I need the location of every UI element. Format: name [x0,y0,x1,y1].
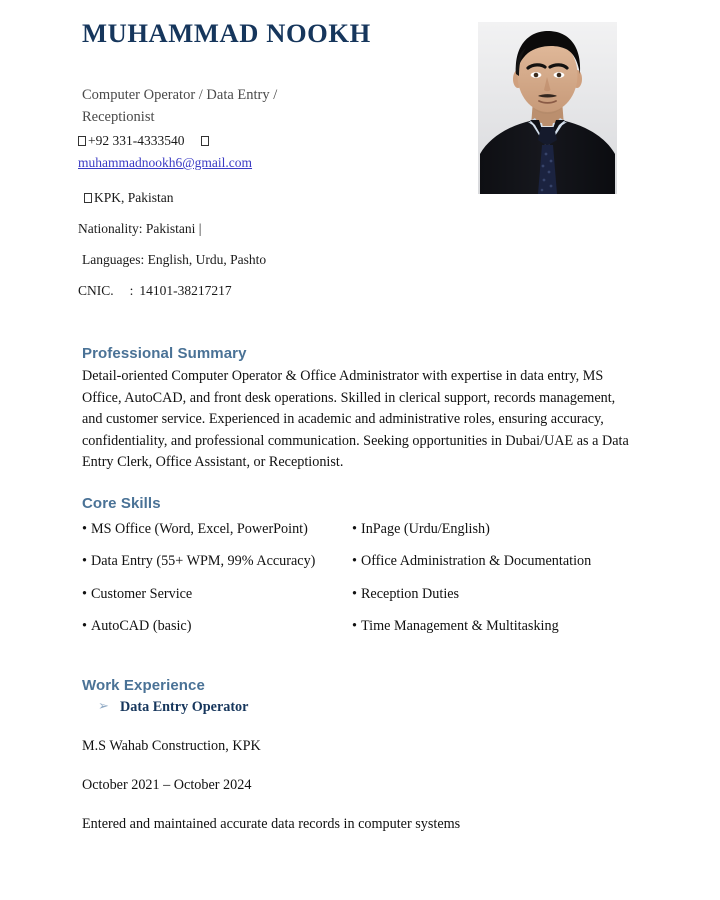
list-item [82,585,352,603]
bullet-icon: • [352,585,357,602]
bullet-icon: • [352,553,357,570]
work-job-title: Data Entry Operator [120,699,249,715]
bullet-icon: • [352,521,357,537]
profile-photo-graphic [478,22,617,194]
cnic-value: 14101-38217217 [139,283,232,298]
skill-label: InPage (Urdu/English) [360,521,490,537]
list-item [82,520,352,538]
skill-label: Customer Service [90,585,193,602]
resume-header [0,0,720,298]
contact-email-line [78,153,252,173]
arrow-bullet-icon: ➢ [98,699,109,714]
skills-heading: Core Skills [82,495,161,512]
phone-number: +92 331-4333540 [88,133,185,148]
bullet-icon: • [352,618,357,635]
summary-heading: Professional Summary [82,345,247,362]
cnic-label: CNIC. [78,283,114,298]
summary-body: Detail-oriented Computer Operator & Office Administrator with expertise in data entry, MS Office, AutoCAD, and front desk operations. Skilled in clerical support, records management, and customer service. Experienced in academic and administrative roles, ensuring accuracy, confidentiality, and professional communication. Seeking opportunities in Dubai/UAE as a Data Entry Clerk, Office Assistant, or Receptionist. [82,368,629,471]
contact-phone-line [78,131,211,151]
work-heading: Work Experience [82,677,205,694]
skill-label: MS Office (Word, Excel, PowerPoint) [90,521,308,537]
section-core-skills [82,495,634,636]
cnic-line [78,281,232,301]
skill-label: Data Entry (55+ WPM, 99% Accuracy) [90,553,316,570]
skill-label: Office Administration & Documentation [360,553,592,570]
work-dates: October 2021 – October 2024 [82,777,252,793]
section-work-experience [82,677,634,833]
skill-label: Time Management & Multitasking [360,618,559,635]
list-item [82,552,352,570]
list-item [352,585,634,603]
skill-label: Reception Duties [360,585,460,602]
bullet-icon: • [82,618,87,635]
nationality-line: Nationality: Pakistani | [78,221,202,236]
bullet-icon: • [82,521,87,537]
skill-label: AutoCAD (basic) [90,618,192,635]
location-pin-icon [84,193,92,203]
list-item [352,617,634,635]
contact-location-line [84,188,174,208]
cnic-separator: : [129,283,134,298]
work-job-title-row [82,699,634,716]
page-title: MUHAMMAD NOOKH [82,18,371,48]
email-link[interactable]: muhammadnookh6@gmail.com [78,155,253,170]
skills-grid [82,520,634,636]
section-professional-summary [82,345,634,474]
list-item [352,520,634,538]
work-company: M.S Wahab Construction, KPK [82,738,261,754]
email-icon [201,136,209,146]
bullet-icon: • [82,585,87,602]
list-item [352,552,634,570]
avatar [478,22,617,194]
list-item [82,617,352,635]
location-text: KPK, Pakistan [94,190,174,205]
phone-icon [78,136,86,146]
languages-line: Languages: English, Urdu, Pashto [82,252,267,267]
bullet-icon: • [82,553,87,570]
job-title-subtitle: Computer Operator / Data Entry / Receptionist [82,87,278,126]
work-duty: Entered and maintained accurate data records in computer systems [82,816,461,832]
